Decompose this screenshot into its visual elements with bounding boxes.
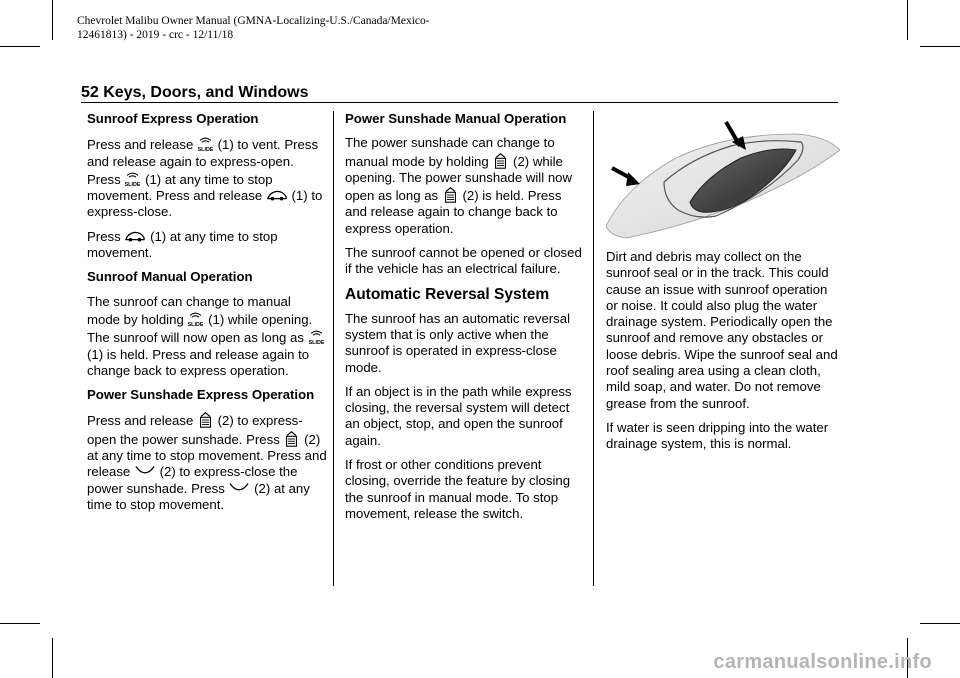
sunshade-open-icon	[284, 430, 299, 448]
text: (1) is held. Press and release again to change back to express operation.	[87, 346, 310, 378]
manual-header-line2: 12461813) - 2019 - crc - 12/11/18	[77, 29, 234, 41]
crop-mark	[920, 46, 960, 47]
paragraph	[345, 135, 585, 237]
paragraph: If frost or other conditions prevent closing, override the feature by closing the sunroof in manual mode. To stop movement, release the switch.	[345, 457, 571, 521]
sunshade-close-icon	[229, 481, 249, 495]
sunroof-close-icon	[267, 188, 287, 202]
text: (2) at any time to stop movement.	[87, 480, 310, 512]
svg-text:SLIDE: SLIDE	[125, 182, 141, 188]
sunroof-slide-icon	[125, 170, 140, 188]
paragraph	[87, 135, 327, 220]
crop-mark	[0, 623, 40, 624]
watermark: carmanualsonline.info	[713, 651, 932, 673]
text: (1) at any time to stop movement.	[87, 228, 278, 261]
paragraph: If an object is in the path while express closing, the reversal system will detect an object, stop, and open the sunroof again.	[345, 383, 572, 448]
crop-mark	[52, 638, 53, 678]
text: (2) at any time to stop movement. Press and release	[87, 431, 327, 480]
column-divider	[593, 111, 594, 586]
svg-text:SLIDE: SLIDE	[308, 340, 324, 347]
paragraph: If water is seen dripping into the water drainage system, this is normal.	[606, 419, 829, 452]
text: The power sunshade can change to manual mode by holding	[345, 135, 555, 169]
crop-mark	[920, 623, 960, 624]
text: Press	[87, 228, 121, 244]
text: (2) while opening. The power sunshade will now open as long as	[345, 153, 573, 204]
sunroof-illustration	[606, 116, 840, 240]
paragraph	[87, 294, 327, 379]
text: (1) to vent. Press and release again to express-open. Press	[87, 137, 319, 187]
title-rule	[81, 102, 838, 103]
column-2	[345, 111, 585, 530]
paragraph	[87, 229, 327, 262]
text: (1) to express-close.	[87, 188, 323, 220]
sunshade-open-icon	[493, 152, 508, 170]
section-heading: Sunroof Manual Operation	[87, 269, 253, 285]
svg-text:SLIDE: SLIDE	[188, 322, 204, 328]
paragraph	[87, 411, 327, 513]
sunshade-close-icon	[135, 464, 155, 478]
column-1	[87, 111, 327, 521]
paragraph: The sunroof has an automatic reversal system that is only active when the sunroof is operated in express-close mode.	[345, 310, 571, 375]
text: Press and release	[87, 413, 194, 429]
text: Press and release	[87, 137, 194, 153]
crop-mark	[52, 0, 53, 40]
text: The sunroof can change to manual mode by holding	[87, 293, 291, 327]
sunroof-close-icon	[125, 229, 145, 243]
sunroof-slide-icon	[198, 135, 213, 153]
paragraph: The sunroof cannot be opened or closed if the vehicle has an electrical failure.	[345, 245, 582, 277]
svg-text:SLIDE: SLIDE	[197, 147, 213, 154]
section-heading: Power Sunshade Manual Operation	[345, 111, 567, 126]
section-heading: Power Sunshade Express Operation	[87, 387, 315, 403]
paragraph: Dirt and debris may collect on the sunroof seal or in the track. This could cause an issue with sunroof operation or noise. It could also plug the water drainage system. Periodically open the sunroof and remove any obstacles or loose debris. Wipe the sunroof seal and roof sealing area using a clean cloth, mild soap, and water. Do not remove grease from the sunroof.	[606, 249, 838, 411]
text: (2) to express-close the power sunshade. Press	[87, 464, 298, 496]
manual-header-line1: Chevrolet Malibu Owner Manual (GMNA-Localizing-U.S./Canada/Mexico-	[77, 15, 430, 27]
sunroof-slide-icon	[188, 310, 203, 328]
section-heading: Sunroof Express Operation	[87, 111, 259, 126]
text: (1) at any time to stop movement. Press and release	[87, 171, 273, 204]
section-heading-large: Automatic Reversal System	[345, 285, 550, 303]
text: (1) while opening. The sunroof will now open as long as	[87, 311, 313, 346]
column-divider	[333, 111, 334, 586]
sunshade-open-icon	[443, 186, 458, 204]
text: (2) is held. Press and release again to change back to express operation.	[345, 188, 562, 236]
text: (2) to express-open the power sunshade. Press	[87, 413, 303, 447]
page-title: 52 Keys, Doors, and Windows	[81, 84, 309, 101]
sunroof-slide-icon	[309, 328, 324, 346]
column-3	[606, 249, 842, 461]
sunshade-open-icon	[198, 411, 213, 429]
crop-mark	[907, 0, 908, 40]
manual-header	[77, 14, 430, 42]
crop-mark	[0, 46, 40, 47]
